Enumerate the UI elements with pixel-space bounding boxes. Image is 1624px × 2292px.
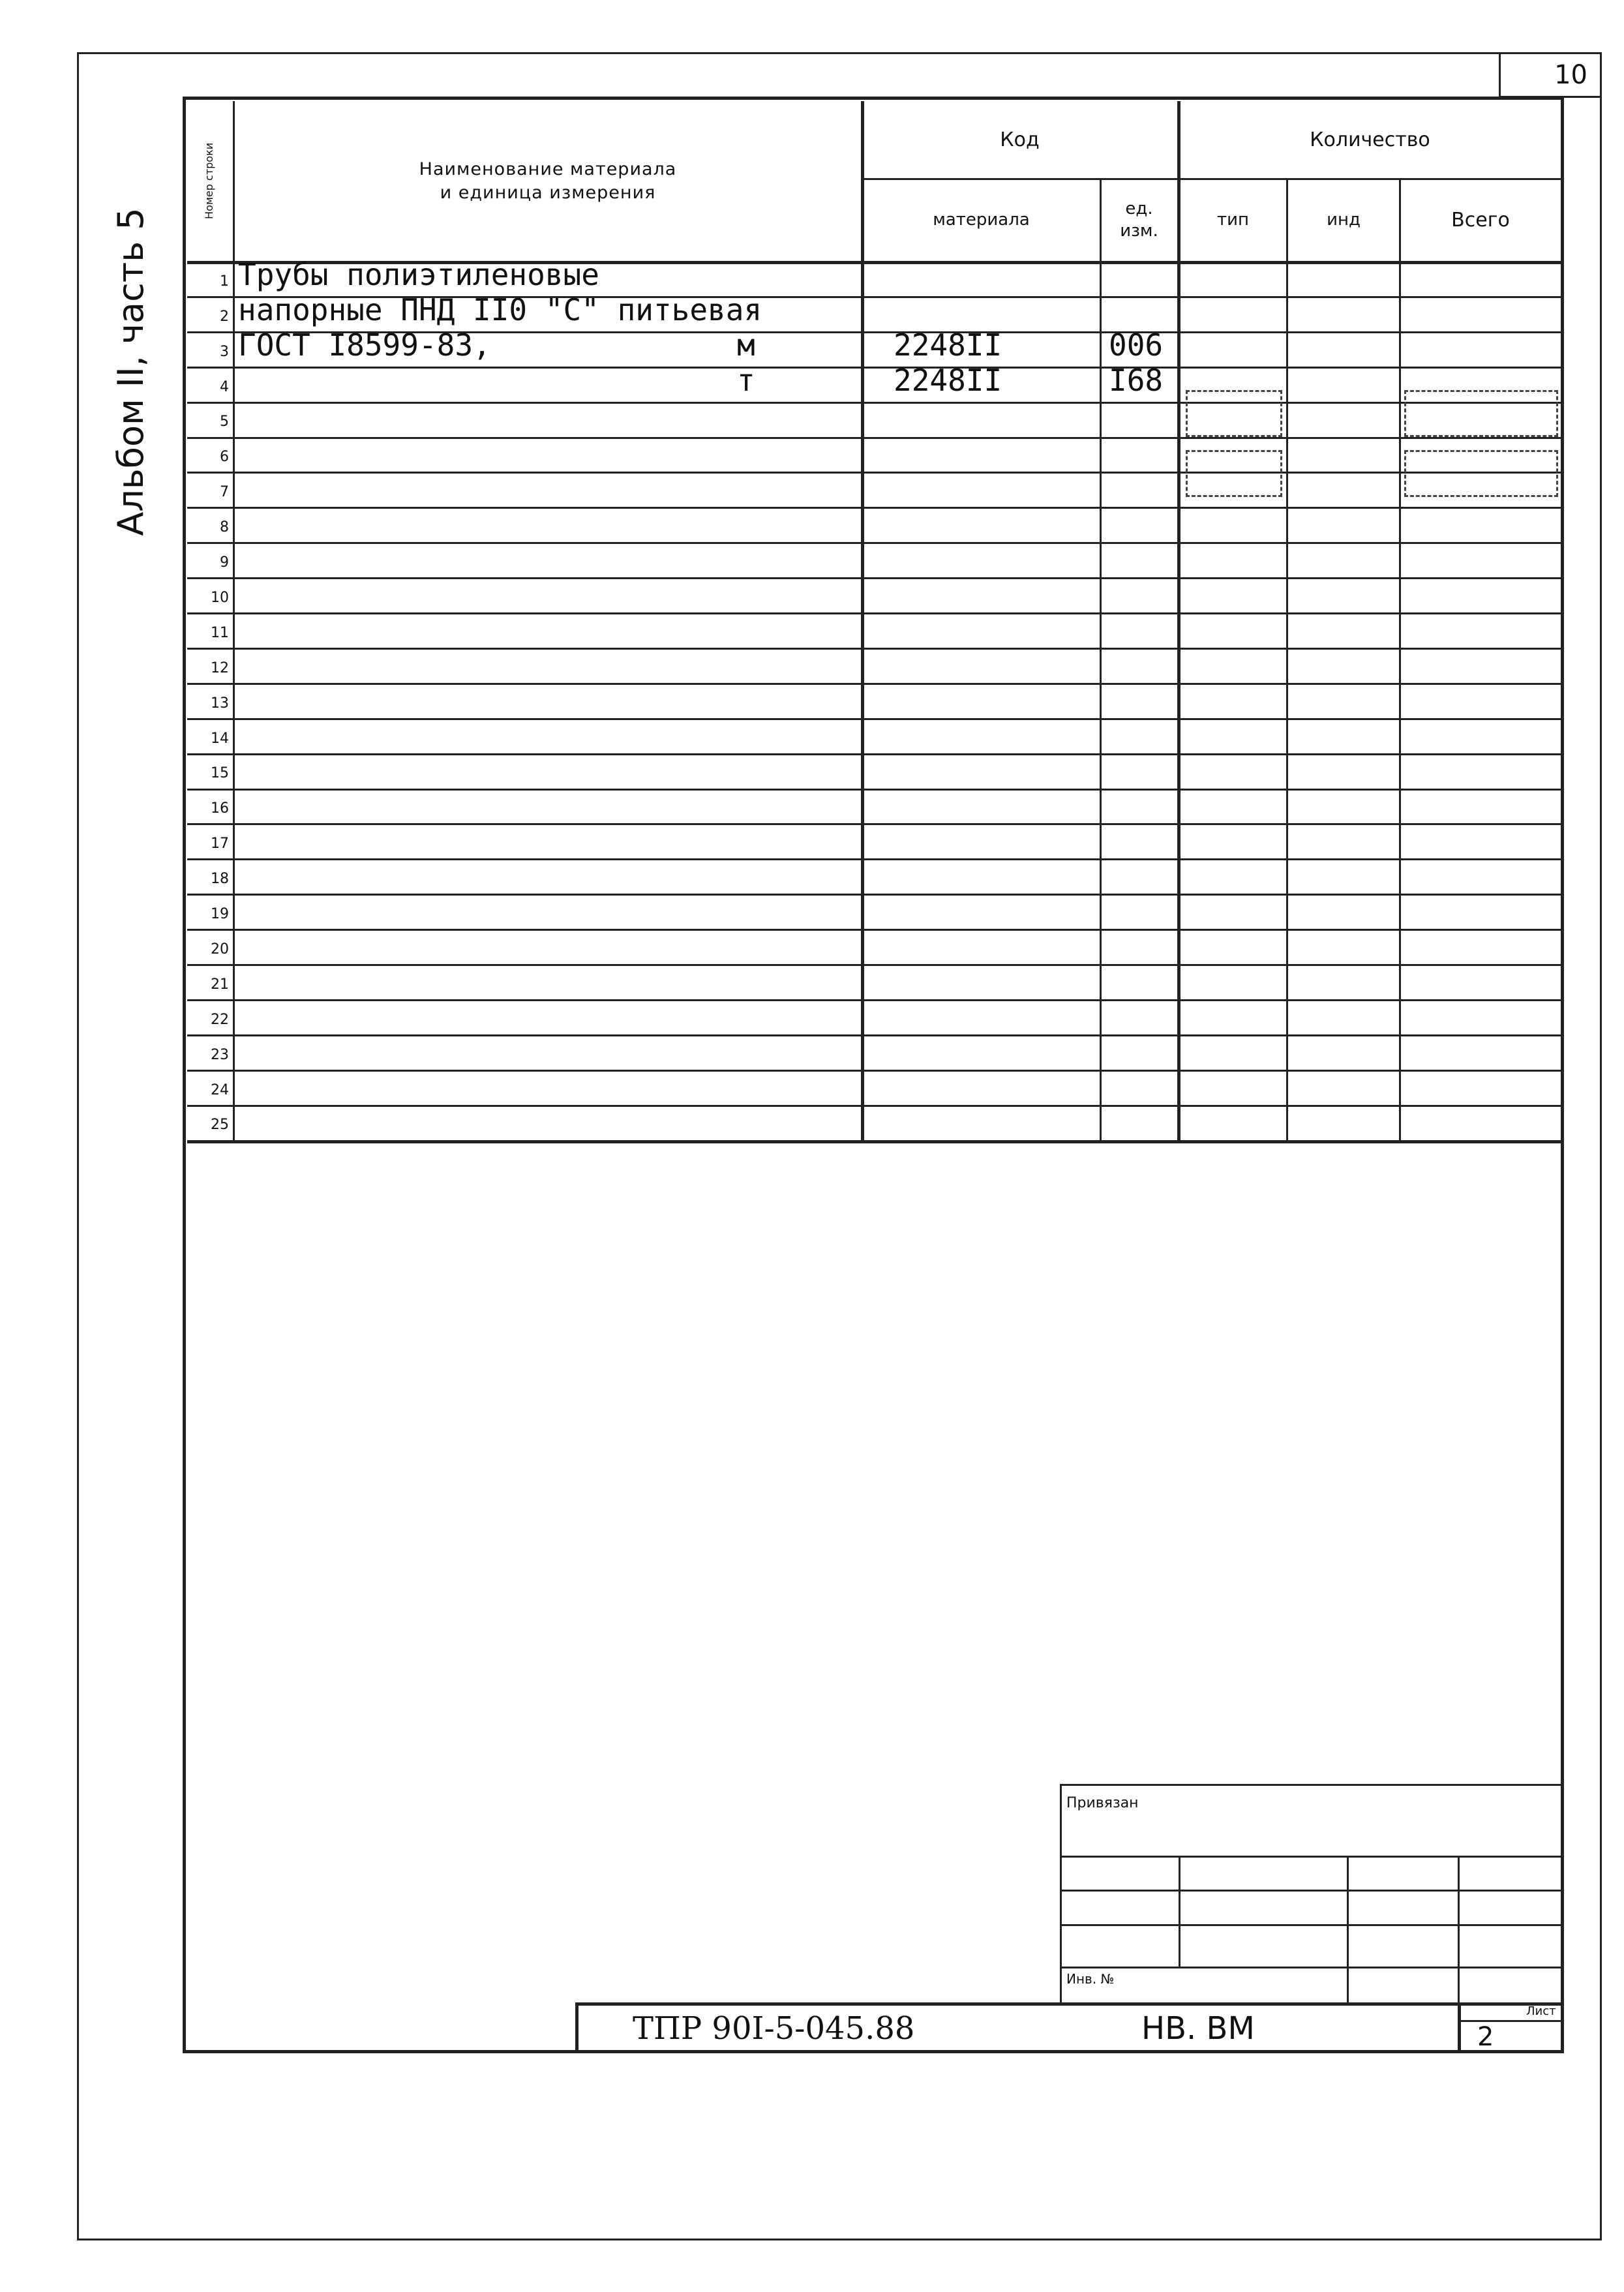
code-unit-header bbox=[1101, 179, 1177, 261]
row-number: 5 bbox=[220, 414, 229, 430]
table-row bbox=[187, 964, 1561, 999]
row-number: 10 bbox=[211, 589, 229, 606]
row-number: 7 bbox=[220, 484, 229, 501]
qty-type-entry-row3[interactable] bbox=[1186, 390, 1282, 437]
name-header-line2: и единица измерения bbox=[440, 182, 656, 203]
title-block-sheet-divider bbox=[1458, 2002, 1461, 2053]
row-number: 3 bbox=[220, 343, 229, 360]
row-number-header bbox=[187, 101, 233, 261]
table-row bbox=[187, 1105, 1561, 1140]
row-number: 19 bbox=[211, 906, 229, 923]
table-row bbox=[187, 402, 1561, 437]
table-row bbox=[187, 507, 1561, 542]
table-row bbox=[187, 1034, 1561, 1070]
row-number: 8 bbox=[220, 519, 229, 536]
row-number: 16 bbox=[211, 800, 229, 817]
measure-unit: т bbox=[737, 362, 755, 398]
page-number: 10 bbox=[1554, 60, 1587, 90]
table-row bbox=[187, 327, 1561, 367]
measure-unit: м bbox=[737, 327, 755, 363]
table-row bbox=[187, 999, 1561, 1034]
row-number: 9 bbox=[220, 554, 229, 571]
qty-type-header: тип bbox=[1216, 209, 1250, 230]
table-row bbox=[187, 858, 1561, 894]
row-number: 6 bbox=[220, 449, 229, 466]
qty-total-entry-row4[interactable] bbox=[1404, 450, 1558, 497]
material-code: 2248II bbox=[894, 327, 1002, 363]
stamp-col-1 bbox=[1179, 1856, 1180, 1967]
row-number: 20 bbox=[211, 941, 229, 958]
table-row bbox=[187, 577, 1561, 612]
sheet-label: Лист bbox=[1526, 2004, 1556, 2018]
row-number-header-label: Номер строки bbox=[203, 142, 216, 220]
side-label: Альбом II, часть 5 bbox=[110, 207, 151, 536]
unit-code: I68 bbox=[1109, 362, 1164, 398]
table-row bbox=[187, 789, 1561, 824]
row-number: 17 bbox=[211, 836, 229, 852]
table-row bbox=[187, 256, 1561, 296]
row-number: 14 bbox=[211, 730, 229, 747]
material-name: напорные ПНД II0 "С" питьевая bbox=[238, 292, 762, 327]
stamp-top-line bbox=[1060, 1784, 1562, 1786]
qty-group-header: Количество bbox=[1310, 128, 1430, 151]
table-row bbox=[187, 648, 1561, 683]
table-row bbox=[187, 1070, 1561, 1105]
document-mark: НВ. ВМ bbox=[1141, 2010, 1255, 2047]
code-group-header: Код bbox=[1000, 128, 1040, 151]
stamp-line-2 bbox=[1060, 1890, 1562, 1892]
table-row bbox=[187, 683, 1561, 718]
table-row bbox=[187, 823, 1561, 858]
material-code: 2248II bbox=[894, 362, 1002, 398]
row-number: 15 bbox=[211, 765, 229, 782]
row-number: 25 bbox=[211, 1117, 229, 1134]
row-number: 23 bbox=[211, 1046, 229, 1063]
unit-code: 006 bbox=[1109, 327, 1164, 363]
table-row bbox=[187, 362, 1561, 402]
table-bottom-line bbox=[187, 1140, 1561, 1143]
table-row bbox=[187, 929, 1561, 964]
table-row bbox=[187, 612, 1561, 648]
name-header-line1: Наименование материала bbox=[419, 159, 677, 180]
row-number: 11 bbox=[211, 624, 229, 641]
name-header bbox=[235, 101, 861, 261]
stamp-col-3 bbox=[1458, 1856, 1460, 2004]
row-number: 24 bbox=[211, 1081, 229, 1098]
table-row bbox=[187, 718, 1561, 753]
stamp-line-3 bbox=[1060, 1924, 1562, 1926]
inv-no-label: Инв. № bbox=[1066, 1971, 1115, 1987]
row-number: 4 bbox=[220, 378, 229, 395]
title-block-left-line bbox=[575, 2002, 579, 2053]
material-name: ГОСТ I8599-83, bbox=[238, 327, 491, 363]
table-row bbox=[187, 292, 1561, 331]
stamp-col-2 bbox=[1347, 1856, 1349, 2004]
table-row bbox=[187, 437, 1561, 472]
material-name: Трубы полиэтиленовые bbox=[238, 256, 599, 292]
row-number: 18 bbox=[211, 871, 229, 888]
table-row bbox=[187, 894, 1561, 929]
row-number: 13 bbox=[211, 695, 229, 712]
qty-type-entry-row4[interactable] bbox=[1186, 450, 1282, 497]
row-number: 1 bbox=[220, 273, 229, 290]
sheet-label-line bbox=[1458, 2020, 1562, 2022]
table-row bbox=[187, 542, 1561, 577]
code-unit-header-line2: изм. bbox=[1120, 220, 1158, 241]
row-number: 2 bbox=[220, 308, 229, 325]
qty-total-header: Всего bbox=[1451, 209, 1510, 232]
table-row bbox=[187, 753, 1561, 789]
document-code: ТПР 90I-5-045.88 bbox=[633, 2010, 915, 2047]
stamp-line-1 bbox=[1060, 1856, 1562, 1858]
stamp-left-line bbox=[1060, 1784, 1062, 2004]
qty-total-entry-row3[interactable] bbox=[1404, 390, 1558, 437]
sheet-number: 2 bbox=[1477, 2022, 1494, 2052]
privyazan-label: Привязан bbox=[1066, 1795, 1139, 1811]
row-number: 12 bbox=[211, 659, 229, 676]
stamp-line-4 bbox=[1060, 1967, 1562, 1968]
code-material-header: материала bbox=[933, 209, 1030, 230]
row-number: 22 bbox=[211, 1011, 229, 1028]
code-unit-header-line1: ед. bbox=[1125, 198, 1153, 219]
row-number: 21 bbox=[211, 976, 229, 993]
table-row bbox=[187, 472, 1561, 507]
qty-ind-header: инд bbox=[1327, 209, 1361, 230]
